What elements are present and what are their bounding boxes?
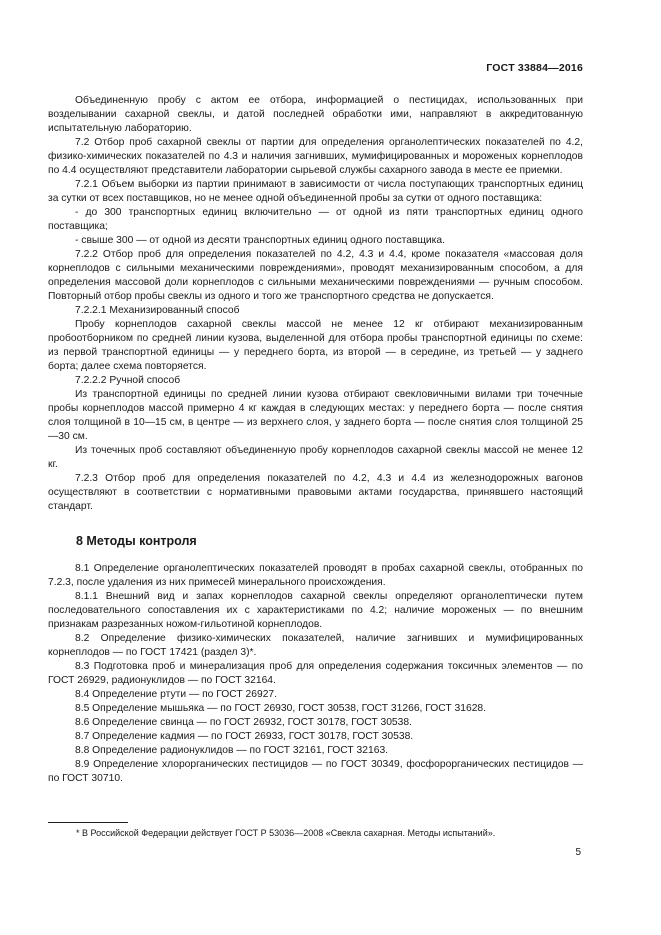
clause-8-8: 8.8 Определение радионуклидов — по ГОСТ 32161, ГОСТ 32163. bbox=[75, 745, 389, 756]
clause-8-3: 8.3 Подготовка проб и минерализация проб для определения содержания токсичных элементов — по ГОСТ 26929, радионуклидов — по ГОСТ 32164. bbox=[48, 661, 583, 686]
paragraph: Объединенную пробу с актом ее отбора, информацией о пестицидах, использованных при возделывании сахарной свеклы, и датой последней обработки ими, направляют в аккредитованную испытательную лабораторию. bbox=[48, 95, 583, 134]
paragraph: Из транспортной единицы по средней линии кузова отбирают свекловичными вилами три точечные пробы корнеплодов массой примерно 4 кг каждая в следующих местах: у переднего борта — после снятия слоя толщиной в 10—15 см, в центре — из верхнего слоя, у заднего борта — после снятия слоя толщиной 25—30 см. bbox=[48, 389, 583, 442]
clause-7-2-2-1-heading: 7.2.2.1 Механизированный способ bbox=[75, 305, 240, 316]
footnote: * В Российской Федерации действует ГОСТ Р 53036—2008 «Свекла сахарная. Методы испытаний». bbox=[76, 828, 496, 838]
paragraph: Пробу корнеплодов сахарной свеклы массой не менее 12 кг отбирают механизированным пробоотборником по средней линии кузова, выделенной для отбора пробы транспортной единицы по схеме: из первой транспортной единицы — у переднего борта, из второй — в середине, из третьей — у заднего борта; далее схема повторяется. bbox=[48, 319, 583, 372]
clause-7-2-2: 7.2.2 Отбор проб для определения показателей по 4.2, 4.3 и 4.4, кроме показателя «массовая доля корнеплодов с сильными механическими повреждениями», проводят механизированным способом, а для определения массовой доли корнеплодов с сильными механическими повреждениями — ручным способом. Повторный отбор пробы свеклы из одного и того же транспортного средства не допускается. bbox=[48, 249, 583, 302]
clause-8-4: 8.4 Определение ртути — по ГОСТ 26927. bbox=[75, 689, 278, 700]
footnote-divider bbox=[48, 822, 128, 823]
list-item: - свыше 300 — от одной из десяти транспортных единиц одного поставщика. bbox=[75, 235, 445, 246]
document-code-header: ГОСТ 33884—2016 bbox=[486, 62, 583, 74]
clause-8-6: 8.6 Определение свинца — по ГОСТ 26932, ГОСТ 30178, ГОСТ 30538. bbox=[75, 717, 412, 728]
clause-8-9: 8.9 Определение хлорорганических пестицидов — по ГОСТ 30349, фосфорорганических пестицидов — по ГОСТ 30710. bbox=[48, 759, 583, 784]
clause-8-1-1: 8.1.1 Внешний вид и запах корнеплодов сахарной свеклы определяют органолептически путем последовательного сопоставления их с характеристиками по 4.2; наличие мороженых — по внешним признакам разрезанных ножом-гильотиной корнеплодов. bbox=[48, 591, 583, 630]
clause-8-1: 8.1 Определение органолептических показателей проводят в пробах сахарной свеклы, отобранных по 7.2.3, после удаления из них примесей минерального происхождения. bbox=[48, 563, 583, 588]
page-number: 5 bbox=[575, 847, 581, 858]
list-item: - до 300 транспортных единиц включительно — от одной из пяти транспортных единиц одного поставщика; bbox=[48, 207, 583, 232]
section-8-title: 8 Методы контроля bbox=[76, 534, 197, 548]
clause-8-2: 8.2 Определение физико-химических показателей, наличие загнивших и мумифицированных корнеплодов — по ГОСТ 17421 (раздел 3)*. bbox=[48, 633, 583, 658]
clause-7-2-2-2-heading: 7.2.2.2 Ручной способ bbox=[75, 375, 181, 386]
paragraph: Из точечных проб составляют объединенную пробу корнеплодов сахарной свеклы массой не менее 12 кг. bbox=[48, 445, 583, 470]
section-8-text-block bbox=[48, 562, 583, 786]
clause-7-2-1: 7.2.1 Объем выборки из партии принимают в зависимости от числа поступающих транспортных единиц за сутки от всех поставщиков, но не менее одной объединенной пробы за сутки от одного поставщика: bbox=[48, 179, 583, 204]
clause-8-7: 8.7 Определение кадмия — по ГОСТ 26933, ГОСТ 30178, ГОСТ 30538. bbox=[75, 731, 414, 742]
main-text-block bbox=[48, 94, 583, 514]
clause-8-5: 8.5 Определение мышьяка — по ГОСТ 26930, ГОСТ 30538, ГОСТ 31266, ГОСТ 31628. bbox=[75, 703, 487, 714]
clause-7-2-3: 7.2.3 Отбор проб для определения показателей по 4.2, 4.3 и 4.4 из железнодорожных вагонов осуществляют в соответствии с нормативными правовыми актами государства, принявшего настоящий стандарт. bbox=[48, 473, 583, 512]
clause-7-2: 7.2 Отбор проб сахарной свеклы от партии для определения органолептических показателей по 4.2, физико-химических показателей по 4.3 и наличия загнивших, мумифицированных и мороженых корнеплодов по 4.4 осуществляют представители лаборатории сырьевой службы сахарного завода в месте ее приемки. bbox=[48, 137, 583, 176]
